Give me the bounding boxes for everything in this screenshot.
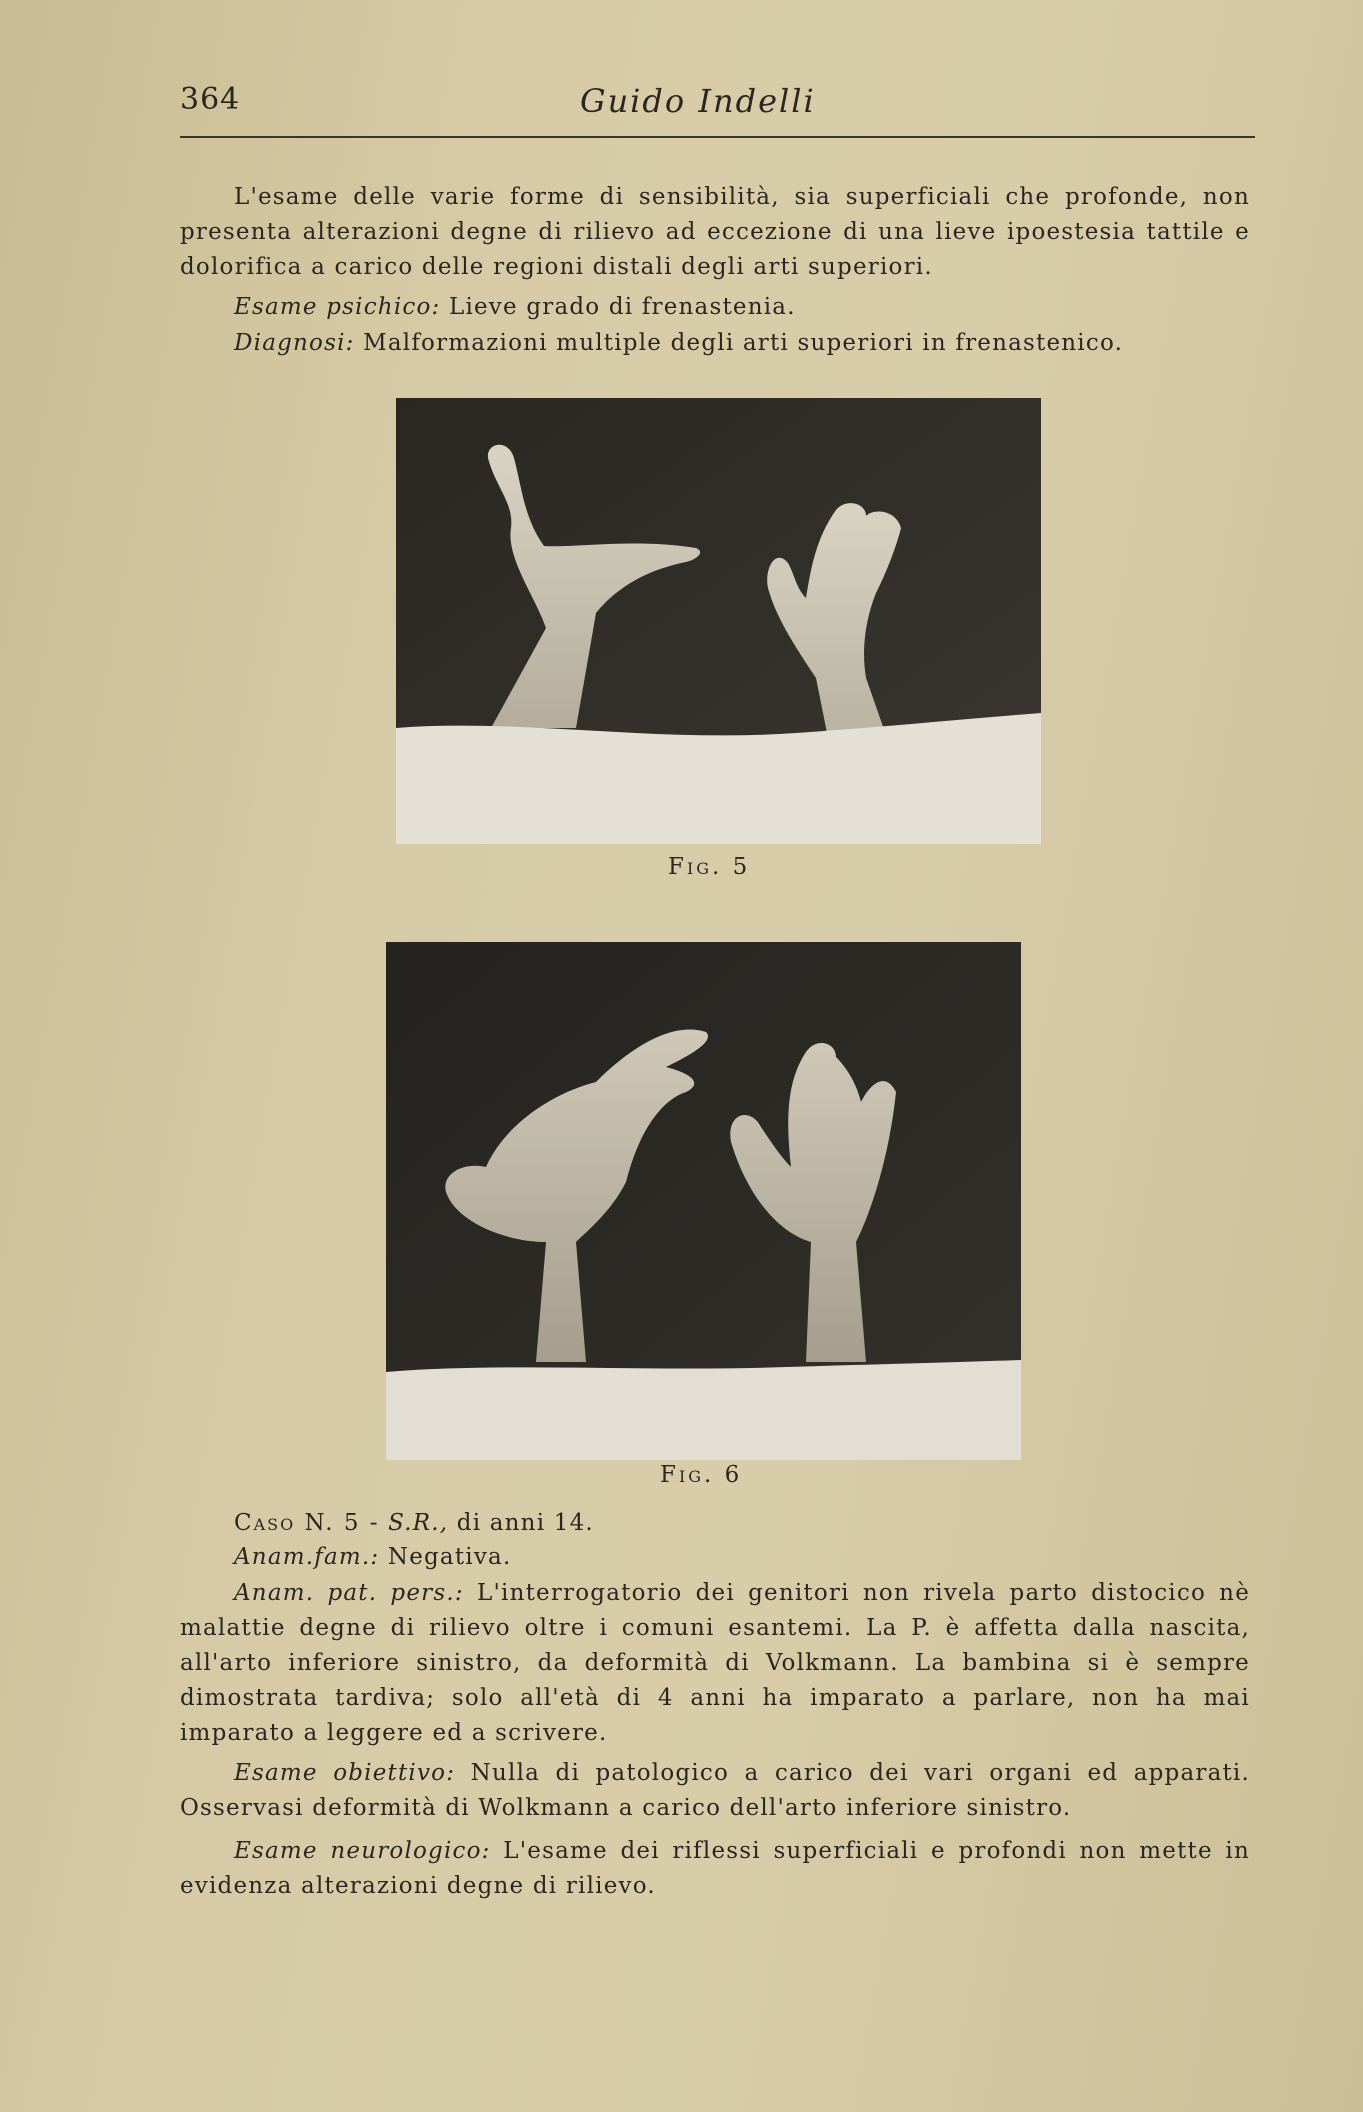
figure-5-caption: Fig. 5 [668, 854, 751, 880]
esame-psichico-label: Esame psichico: [234, 294, 441, 320]
diagnosi-line [180, 326, 1250, 361]
case-initials: S.R., [388, 1510, 449, 1536]
esame-neurologico-text: L'esame dei riflessi superficiali e profondi non mette in evidenza alterazioni degne di rilievo. [180, 1838, 1250, 1899]
esame-neurologico-paragraph [180, 1834, 1250, 1904]
esame-obiettivo-paragraph [180, 1756, 1250, 1826]
case-age: di anni 14. [456, 1510, 594, 1536]
intro-paragraph: L'esame delle varie forme di sensibilità, sia superficiali che profonde, non presenta alterazioni degne di rilievo ad eccezione di una lieve ipoestesia tattile e dolorifica a carico delle regioni distali degli arti superiori. [180, 184, 1250, 280]
case-title-prefix: Caso N. 5 - [234, 1510, 380, 1536]
anam-pat-label: Anam. pat. pers.: [234, 1580, 464, 1606]
diagnosi-text: Malformazioni multiple degli arti superiori in frenastenico. [363, 330, 1124, 356]
anam-pat-text: L'interrogatorio dei genitori non rivela parto distocico nè malattie degne di rilievo oltre i comuni esantemi. La P. è affetta dalla nascita, all'arto inferiore sinistro, da deformità di Volkmann. La bambina si è sempre dimostrata tardiva; solo all'età di 4 anni ha imparato a parlare, non ha mai imparato a leggere ed a scrivere. [180, 1580, 1251, 1746]
esame-obiettivo-text: Nulla di patologico a carico dei vari organi ed apparati. Osservasi deformità di Wolkmann a carico dell'arto inferiore sinistro. [180, 1760, 1250, 1821]
anam-pat-paragraph [180, 1576, 1250, 1751]
running-head [180, 82, 1255, 132]
esame-psichico-line [180, 290, 1250, 325]
anam-fam-line [180, 1540, 1250, 1575]
esame-obiettivo-label: Esame obiettivo: [234, 1760, 456, 1786]
diagnosi-label: Diagnosi: [234, 330, 355, 356]
case-title-line [180, 1506, 1250, 1541]
figure-5-photo [396, 398, 1041, 844]
anam-fam-label: Anam.fam.: [234, 1544, 380, 1570]
esame-neurologico-label: Esame neurologico: [234, 1838, 491, 1864]
esame-psichico-text: Lieve grado di frenastenia. [448, 294, 796, 320]
header-rule [180, 136, 1255, 138]
page-number: 364 [180, 82, 241, 117]
running-title: Guido Indelli [580, 82, 816, 120]
figure-6-photo [386, 942, 1021, 1460]
figure-6-caption: Fig. 6 [660, 1462, 743, 1488]
anam-fam-text: Negativa. [387, 1544, 512, 1570]
